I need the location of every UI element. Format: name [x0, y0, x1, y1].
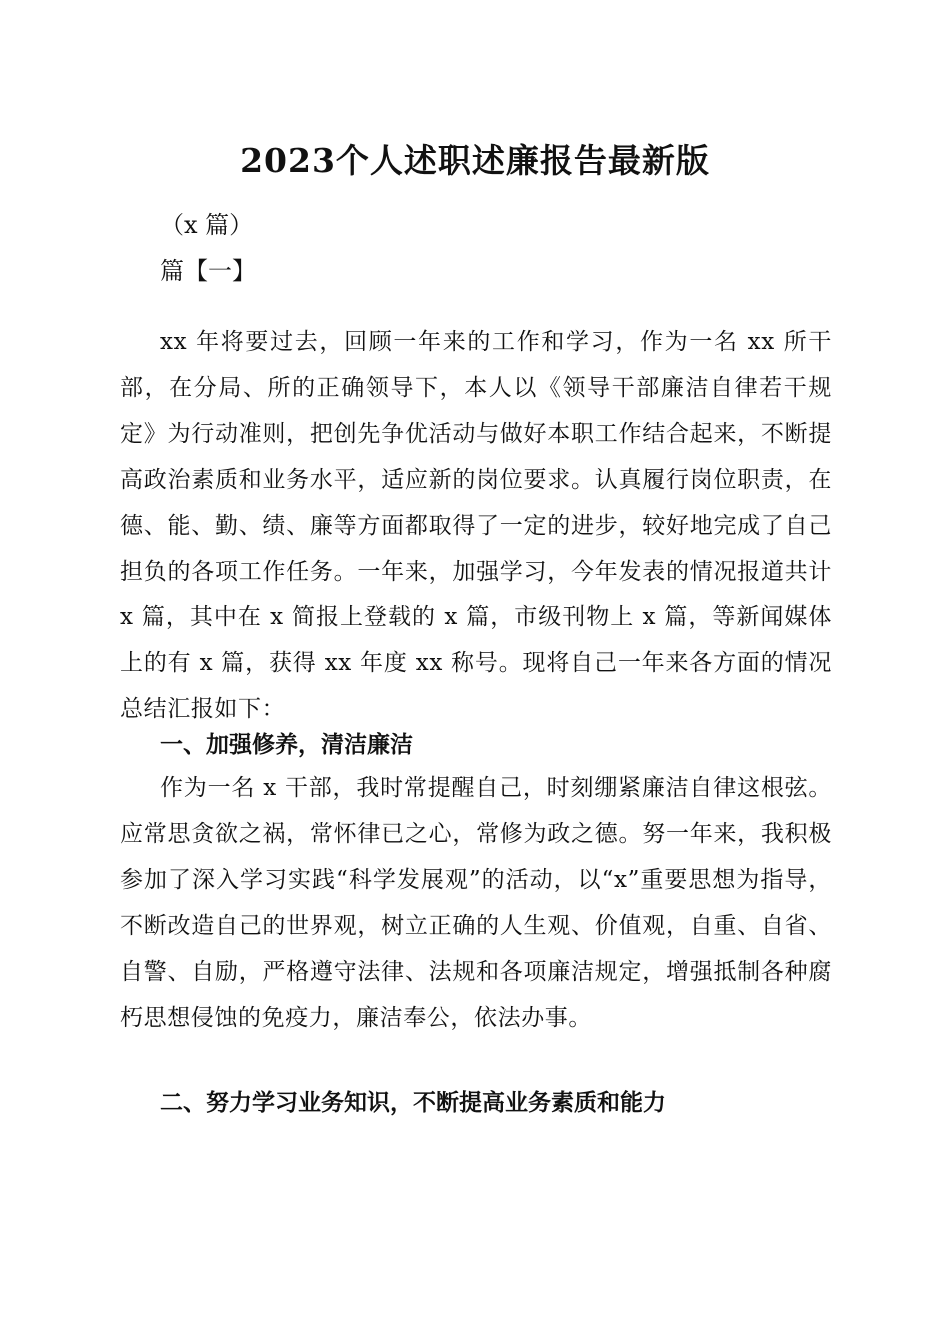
intro-paragraph: xx 年将要过去，回顾一年来的工作和学习，作为一名 xx 所干部，在分局、所的正确领导下，本人以《领导干部廉洁自律若干规定》为行动准则，把创先争优活动与做好本职工作结合起来，不断提高政治素质和业务水平，适应新的岗位要求。认真履行岗位职责，在德、能、勤、绩、廉等方面都取得了一定的进步，较好地完成了自己担负的各项工作任务。一年来，加强学习，今年发表的情况报道共计 x 篇，其中在 x 简报上登载的 x 篇，市级刊物上 x 篇，等新闻媒体上的有 x 篇，获得 xx 年度 xx 称号。现将自己一年来各方面的情况总结汇报如下： [120, 329, 832, 723]
section-label: 篇【一】 [160, 257, 256, 285]
paragraph-1: 作为一名 x 干部，我时常提醒自己，时刻绷紧廉洁自律这根弦。应常思贪欲之祸，常怀律已之心，常修为政之德。努一年来，我积极参加了深入学习实践“科学发展观”的活动，以“x”重要思想为指导，不断改造自己的世界观，树立正确的人生观、价值观，自重、自省、自警、自励，严格遵守法律、法规和各项廉洁规定，增强抵制各种腐朽思想侵蚀的免疫力，廉洁奉公，依法办事。 [120, 775, 832, 1031]
count-note: （x 篇） [160, 211, 254, 239]
document-title: 2023个人述职述廉报告最新版 [240, 141, 710, 180]
section-heading-2: 二、努力学习业务知识，不断提高业务素质和能力 [160, 1090, 666, 1116]
section-heading-1: 一、加强修养，清洁廉洁 [160, 732, 413, 758]
